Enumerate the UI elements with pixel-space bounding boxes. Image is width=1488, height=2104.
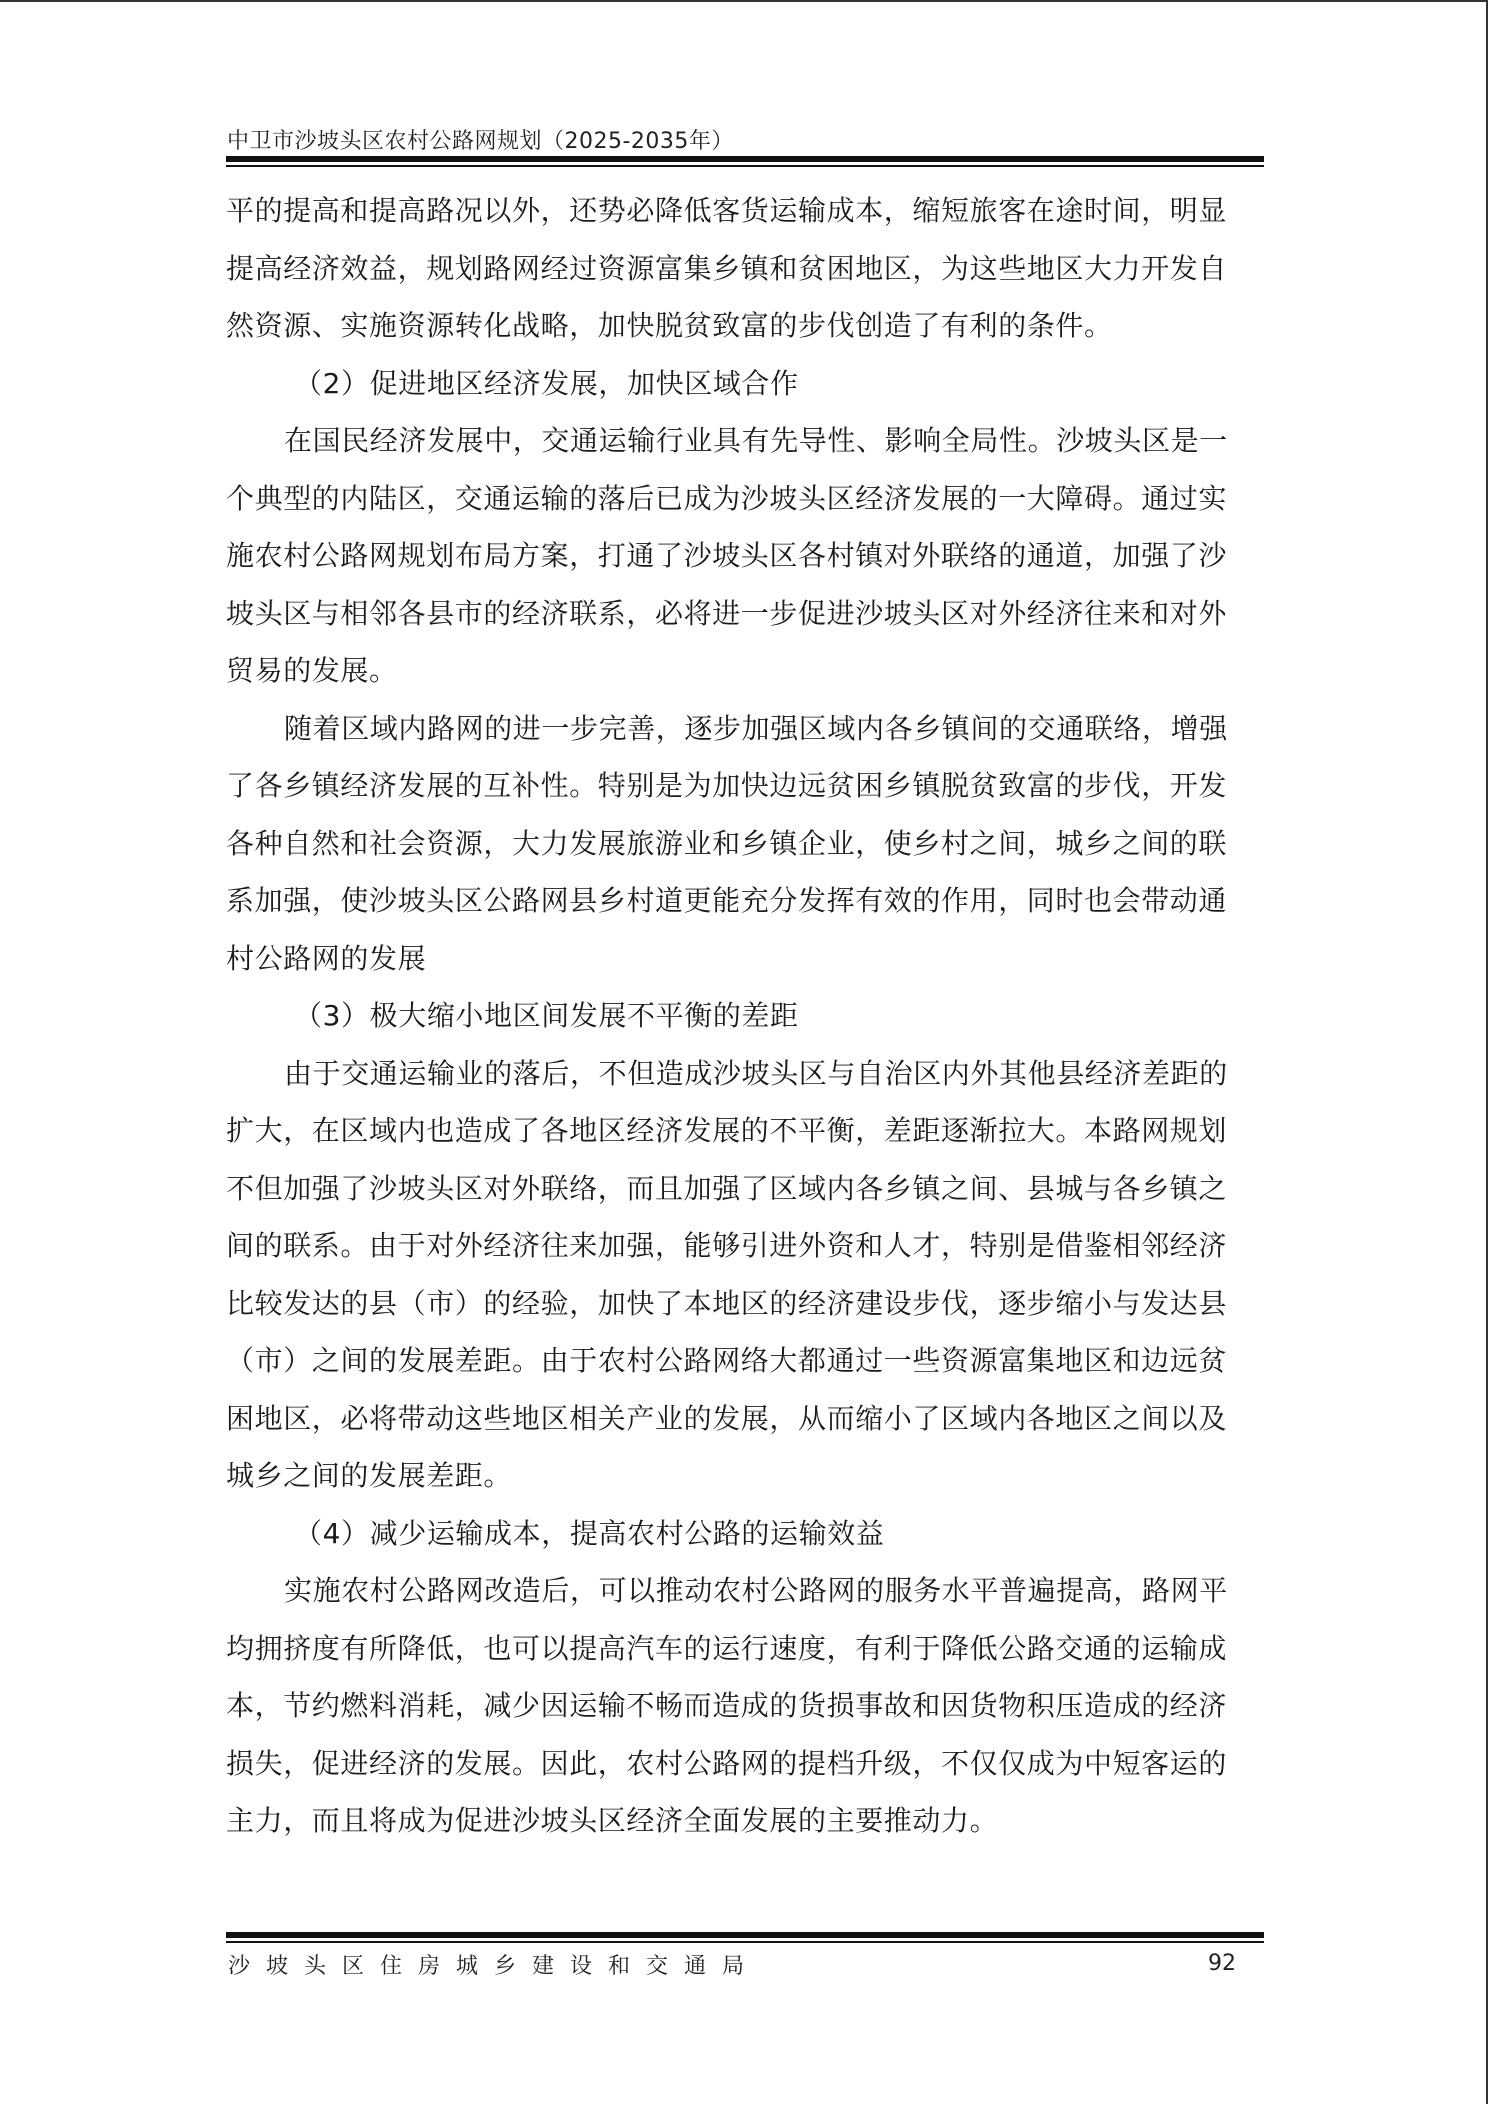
footer-organization: 沙坡头区住房城乡建设和交通局 (228, 1954, 761, 1979)
body-line: 城乡之间的发展差距。 (226, 1459, 513, 1492)
page-border-top (0, 0, 1488, 2)
body-line: （市）之间的发展差距。由于农村公路网络大都通过一些资源富集地区和边远贫 (226, 1344, 1228, 1377)
footer-rule (226, 1932, 1264, 1943)
section-heading-3: （3）极大缩小地区间发展不平衡的差距 (294, 999, 799, 1032)
body-line: 实施农村公路网改造后，可以推动农村公路网的服务水平普遍提高，路网平 (284, 1574, 1228, 1607)
body-line: 了各乡镇经济发展的互补性。特别是为加快边远贫困乡镇脱贫致富的步伐，开发 (226, 769, 1228, 802)
section-heading-2: （2）促进地区经济发展，加快区域合作 (294, 366, 799, 400)
body-line: 间的联系。由于对外经济往来加强，能够引进外资和人才，特别是借鉴相邻经济 (226, 1229, 1228, 1262)
page-number: 92 (1208, 1951, 1236, 1976)
body-line: 不但加强了沙坡头区对外联络，而且加强了区域内各乡镇之间、县城与各乡镇之 (226, 1171, 1228, 1205)
body-line: 本，节约燃料消耗，减少因运输不畅而造成的货损事故和因货物积压造成的经济 (226, 1689, 1228, 1722)
body-line: 各种自然和社会资源，大力发展旅游业和乡镇企业，使乡村之间，城乡之间的联 (226, 826, 1228, 860)
body-line: 坡头区与相邻各县市的经济联系，必将进一步促进沙坡头区对外经济往来和对外 (226, 596, 1228, 630)
running-header-title: 中卫市沙坡头区农村公路网规划（2025-2035年） (227, 129, 734, 154)
body-line: 施农村公路网规划布局方案，打通了沙坡头区各村镇对外联络的通道，加强了沙 (226, 539, 1228, 572)
body-line: 平的提高和提高路况以外，还势必降低客货运输成本，缩短旅客在途时间，明显 (226, 194, 1228, 227)
body-line: 随着区域内路网的进一步完善，逐步加强区域内各乡镇间的交通联络，增强 (284, 711, 1228, 745)
body-line: 系加强，使沙坡头区公路网县乡村道更能充分发挥有效的作用，同时也会带动通 (226, 884, 1228, 917)
body-line: 村公路网的发展 (226, 941, 427, 975)
body-text (226, 182, 1266, 1850)
header-rule (226, 156, 1264, 167)
body-line: 损失，促进经济的发展。因此，农村公路网的提档升级，不仅仅成为中短客运的 (226, 1746, 1228, 1780)
body-line: 比较发达的县（市）的经验，加快了本地区的经济建设步伐，逐步缩小与发达县 (226, 1286, 1228, 1320)
body-line: 然资源、实施资源转化战略，加快脱贫致富的步伐创造了有利的条件。 (226, 309, 1113, 342)
body-line: 提高经济效益，规划路网经过资源富集乡镇和贫困地区，为这些地区大力开发自 (226, 251, 1228, 285)
body-line: 贸易的发展。 (226, 654, 398, 687)
body-line: 困地区，必将带动这些地区相关产业的发展，从而缩小了区域内各地区之间以及 (226, 1401, 1228, 1435)
body-line: 扩大，在区域内也造成了各地区经济发展的不平衡，差距逐渐拉大。本路网规划 (226, 1114, 1228, 1147)
body-line: 均拥挤度有所降低，也可以提高汽车的运行速度，有利于降低公路交通的运输成 (226, 1631, 1228, 1665)
body-line: 由于交通运输业的落后，不但造成沙坡头区与自治区内外其他县经济差距的 (284, 1056, 1228, 1090)
body-line: 个典型的内陆区，交通运输的落后已成为沙坡头区经济发展的一大障碍。通过实 (226, 481, 1228, 515)
body-line: 主力，而且将成为促进沙坡头区经济全面发展的主要推动力。 (226, 1804, 999, 1837)
body-line: 在国民经济发展中，交通运输行业具有先导性、影响全局性。沙坡头区是一 (284, 424, 1228, 457)
section-heading-4: （4）减少运输成本，提高农村公路的运输效益 (294, 1516, 885, 1550)
